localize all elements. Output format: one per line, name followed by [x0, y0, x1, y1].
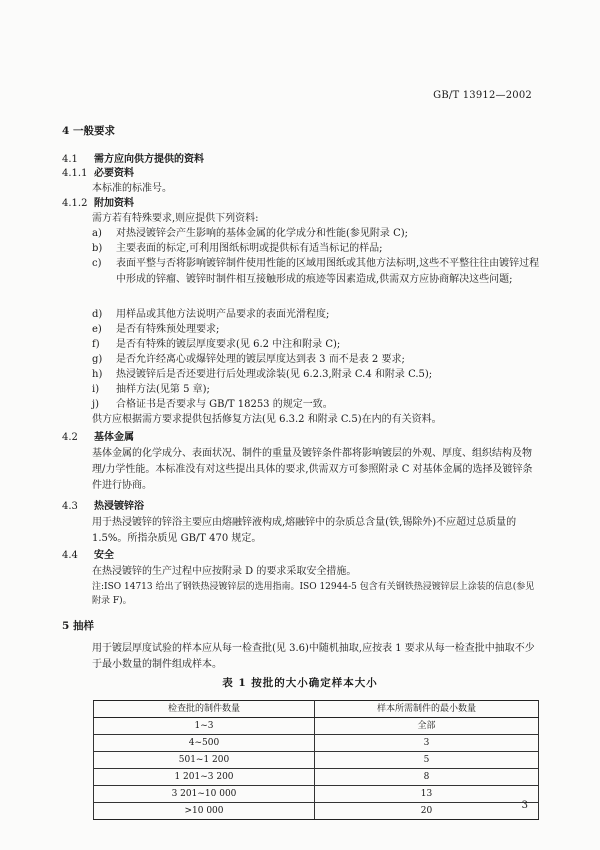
sample-size-table	[93, 700, 539, 820]
section-number: 4.1.1	[62, 168, 88, 179]
table-cell: >10 000	[94, 803, 315, 820]
section-title: 基体金属	[94, 432, 134, 443]
table-cell: 501~1 200	[94, 752, 315, 769]
list-item-label: f)	[92, 339, 100, 350]
section-5-title: 5 抽样	[62, 620, 94, 632]
table-row	[94, 752, 539, 769]
list-item	[92, 382, 540, 398]
table-header-row	[94, 701, 539, 718]
table-cell: 3	[315, 735, 539, 752]
section-4-4-heading	[62, 548, 114, 564]
list-item-text: 对热浸镀锌会产生影响的基体金属的化学成分和性能(参见附录 C);	[116, 228, 409, 239]
section-4-2-text: 基体金属的化学成分、表面状况、制件的重量及镀锌条件都将影响镀层的外观、厚度、组织结构及物理/力学性能。本标准没有对这些提出具体的要求,供需双方可参照附录 C 对基体金属的选择及镀锌条件进行协商。	[92, 448, 533, 491]
list-item	[92, 307, 540, 323]
list-item	[92, 226, 540, 242]
list-item-label: j)	[92, 399, 100, 410]
list-item-text: 表面平整与否将影响镀锌制件使用性能的区域用图纸或其他方法标明,这些不平整往往由镀锌过程中形成的锌瘤、镀锌时制件相互接触形成的痕迹等因素造成,供需双方应协商解决这些问题;	[116, 258, 540, 285]
section-4-4-text: 在热浸镀锌的生产过程中应按附录 D 的要求采取安全措施。	[92, 566, 357, 577]
table-row	[94, 718, 539, 735]
section-4-1-1-heading	[62, 166, 134, 182]
table-row	[94, 803, 539, 820]
table-header-cell: 样本所需制件的最小数量	[315, 701, 539, 718]
section-number: 4.1.2	[62, 198, 88, 209]
section-4-3-text: 用于热浸镀锌的锌浴主要应由熔融锌液构成,熔融锌中的杂质总含量(铁,锡除外)不应超过总质量的 1.5%。所指杂质见 GB/T 470 规定。	[92, 517, 517, 544]
section-number: 4.3	[62, 501, 78, 512]
table-cell: 1~3	[94, 718, 315, 735]
table-cell: 全部	[315, 718, 539, 735]
section-4-title: 4 一般要求	[62, 125, 115, 137]
table-cell: 5	[315, 752, 539, 769]
section-title: 附加资料	[94, 198, 134, 209]
list-item	[92, 322, 540, 338]
table-cell: 1 201~3 200	[94, 769, 315, 786]
list-item-text: 是否有特殊预处理要求;	[116, 324, 220, 335]
section-4-2-heading	[62, 430, 134, 446]
section-title: 需方应向供方提供的资料	[94, 154, 204, 165]
table-row	[94, 735, 539, 752]
list-item	[92, 397, 540, 413]
list-item	[92, 241, 540, 257]
table-row	[94, 769, 539, 786]
list-item-label: g)	[92, 354, 103, 365]
section-number: 4.4	[62, 550, 78, 561]
list-item	[92, 256, 540, 287]
section-4-1-1-text: 本标准的标准号。	[92, 183, 172, 194]
table-header-cell: 检查批的制件数量	[94, 701, 315, 718]
list-item-label: d)	[92, 309, 103, 320]
section-title: 热浸镀锌浴	[94, 501, 144, 512]
table-cell: 3 201~10 000	[94, 786, 315, 803]
section-4-1-2-intro: 需方若有特殊要求,则应提供下列资料:	[92, 213, 259, 224]
table-cell: 4~500	[94, 735, 315, 752]
list-item-text: 是否有特殊的镀层厚度要求(见 6.2 中注和附录 C);	[116, 339, 341, 350]
list-item-text: 是否允许经离心或爆锌处理的镀层厚度达到表 3 而不是表 2 要求;	[116, 354, 405, 365]
section-number: 4.2	[62, 432, 78, 443]
list-item-label: c)	[92, 258, 102, 269]
table-cell: 20	[315, 803, 539, 820]
list-item-text: 抽样方法(见第 5 章);	[116, 384, 210, 395]
list-item-text: 主要表面的标定,可利用图纸标明或提供标有适当标记的样品;	[116, 243, 383, 254]
table-cell: 8	[315, 769, 539, 786]
list-item	[92, 352, 540, 368]
list-item-label: a)	[92, 228, 102, 239]
list-item-text: 合格证书是否要求与 GB/T 18253 的规定一致。	[116, 399, 333, 410]
table-row	[94, 786, 539, 803]
section-4-1-2-heading	[62, 196, 134, 212]
section-title: 必要资料	[94, 168, 134, 179]
note: 注:ISO 14713 给出了钢铁热浸镀锌层的选用指南。ISO 12944-5 包含有关钢铁热浸镀锌层上涂装的信息(参见附录 F)。	[92, 582, 535, 606]
section-5-text: 用于镀层厚度试验的样本应从每一检查批(见 3.6)中随机抽取,应按表 1 要求从每一检查批中抽取不少于最小数量的制件组成样本。	[92, 643, 535, 670]
list-item-label: b)	[92, 243, 103, 254]
section-4-3-heading	[62, 499, 144, 515]
page-number: 3	[521, 800, 528, 811]
list-item	[92, 337, 540, 353]
list-item-label: e)	[92, 324, 102, 335]
list-item-text: 热浸镀锌后是否还要进行后处理或涂装(见 6.2.3,附录 C.4 和附录 C.5);	[116, 369, 433, 380]
section-title: 安全	[94, 550, 114, 561]
list-item-label: i)	[92, 384, 100, 395]
section-4-1-2-closing: 供方应根据需方要求提供包括修复方法(见 6.3.2 和附录 C.5)在内的有关资料。	[92, 414, 442, 425]
list-item-text: 用样品或其他方法说明产品要求的表面光滑程度;	[116, 309, 330, 320]
list-item	[92, 367, 540, 383]
table-caption: 表 1 按批的大小确定样本大小	[222, 677, 378, 689]
list-item-label: h)	[92, 369, 103, 380]
section-number: 4.1	[62, 154, 78, 165]
table-cell: 13	[315, 786, 539, 803]
document-code: GB/T 13912—2002	[433, 90, 532, 101]
